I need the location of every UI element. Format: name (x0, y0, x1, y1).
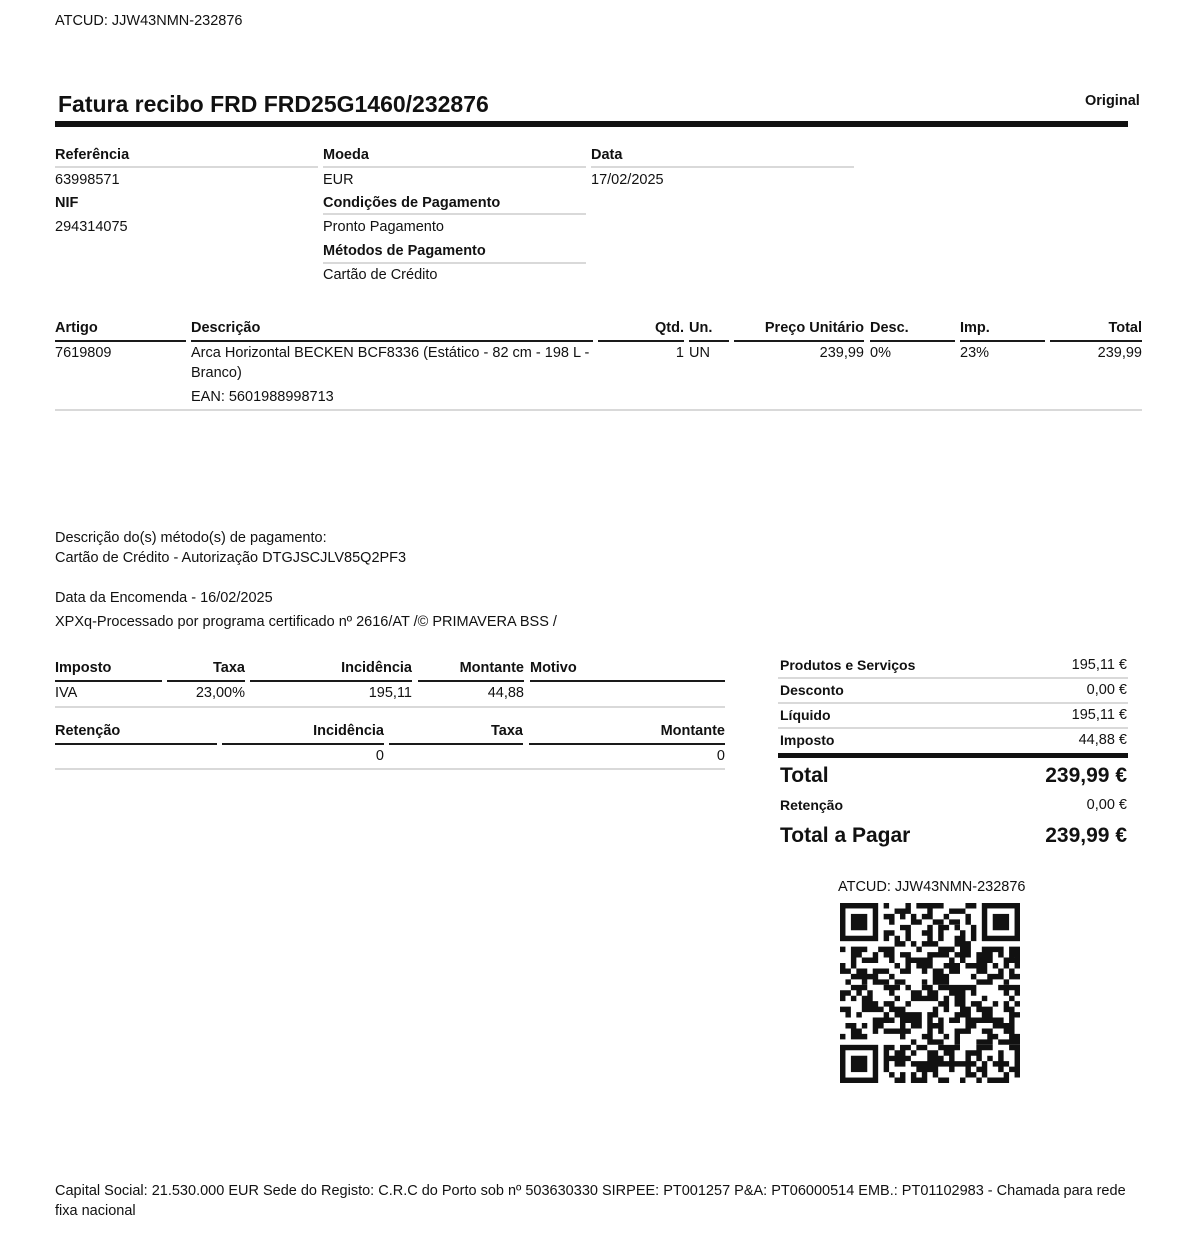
ret-col-retencao: Retenção (55, 723, 121, 739)
item-descricao-line1: Arca Horizontal BECKEN BCF8336 (Estático - 82 cm - 198 L - (191, 345, 590, 361)
tax-col-montante: Montante (459, 660, 524, 676)
summary-produtos-value: 195,11 € (1071, 657, 1127, 673)
qr-finder (840, 1045, 878, 1083)
col-imp: Imp. (960, 320, 990, 336)
nif-label: NIF (55, 195, 79, 211)
footer-line2: fixa nacional (55, 1203, 136, 1219)
summary-total-value: 239,99 € (1045, 764, 1127, 787)
qr-code-icon (840, 903, 1020, 1083)
atcud-header: ATCUD: JJW43NMN-232876 (55, 13, 243, 29)
tax-imposto: IVA (55, 685, 78, 701)
summary-desconto-value: 0,00 € (1086, 682, 1127, 698)
tax-col-taxa: Taxa (213, 660, 245, 676)
data-value: 17/02/2025 (591, 172, 664, 188)
summary-retencao-label: Retenção (780, 797, 844, 813)
item-desc: 0% (870, 345, 891, 361)
ret-col-taxa: Taxa (491, 723, 523, 739)
col-descricao: Descrição (191, 320, 261, 336)
certificado: XPXq-Processado por programa certificado nº 2616/AT /© PRIMAVERA BSS / (55, 614, 557, 630)
col-artigo: Artigo (55, 320, 98, 336)
summary-pagar-label: Total a Pagar (780, 824, 911, 847)
item-artigo: 7619809 (55, 345, 112, 361)
referencia-value: 63998571 (55, 172, 120, 188)
data-encomenda: Data da Encomenda - 16/02/2025 (55, 590, 273, 606)
col-preco: Preço Unitário (764, 320, 864, 336)
summary-pagar-value: 239,99 € (1045, 824, 1127, 847)
footer-line1: Capital Social: 21.530.000 EUR Sede do Registo: C.R.C do Porto sob nº 503630330 SIRPEE: PT001257 P&A: PT06000514 EMB.: PT01102983 - Chamada para rede (55, 1183, 1126, 1199)
summary-divider (778, 753, 1128, 758)
copy-label: Original (1085, 93, 1140, 109)
metodo-label: Descrição do(s) método(s) de pagamento: (55, 530, 327, 546)
document-title: Fatura recibo FRD FRD25G1460/232876 (58, 91, 489, 117)
title-underline (55, 121, 1128, 127)
summary-imposto-label: Imposto (780, 732, 835, 748)
moeda-value: EUR (323, 172, 354, 188)
summary-liquido-value: 195,11 € (1071, 707, 1127, 723)
tax-taxa: 23,00% (195, 685, 245, 701)
condicoes-label: Condições de Pagamento (323, 195, 501, 211)
qr-finder (982, 903, 1020, 941)
referencia-label: Referência (55, 147, 130, 163)
col-qtd: Qtd. (655, 320, 684, 336)
tax-col-incidencia: Incidência (341, 660, 412, 676)
moeda-label: Moeda (323, 147, 369, 163)
item-ean: EAN: 5601988998713 (191, 389, 334, 405)
ret-col-incidencia: Incidência (313, 723, 384, 739)
item-un: UN (689, 345, 710, 361)
qr-atcud: ATCUD: JJW43NMN-232876 (838, 879, 1026, 895)
data-label: Data (591, 147, 623, 163)
item-descricao-line2: Branco) (191, 365, 242, 381)
summary-imposto-value: 44,88 € (1078, 732, 1127, 748)
metodos-label: Métodos de Pagamento (323, 243, 486, 259)
ret-montante: 0 (716, 748, 725, 764)
metodos-value: Cartão de Crédito (323, 267, 438, 283)
summary-total-label: Total (780, 764, 829, 787)
tax-col-imposto: Imposto (55, 660, 112, 676)
summary-desconto-label: Desconto (780, 682, 844, 698)
summary-liquido-label: Líquido (780, 707, 831, 723)
tax-incidencia: 195,11 (368, 685, 412, 701)
col-desc: Desc. (870, 320, 909, 336)
tax-col-motivo: Motivo (530, 660, 577, 676)
tax-montante: 44,88 (487, 685, 524, 701)
ret-col-montante: Montante (660, 723, 725, 739)
summary-retencao-value: 0,00 € (1086, 797, 1127, 813)
qr-finder (840, 903, 878, 941)
summary-produtos-label: Produtos e Serviços (780, 657, 916, 673)
nif-value: 294314075 (55, 219, 128, 235)
metodo-value: Cartão de Crédito - Autorização DTGJSCJLV85Q2PF3 (55, 550, 407, 566)
item-imp: 23% (960, 345, 990, 361)
col-un: Un. (689, 320, 713, 336)
condicoes-value: Pronto Pagamento (323, 219, 444, 235)
ret-incidencia: 0 (375, 748, 384, 764)
col-total: Total (1108, 320, 1142, 336)
item-total: 239,99 (1097, 345, 1142, 361)
item-preco: 239,99 (819, 345, 864, 361)
item-qtd: 1 (675, 345, 684, 361)
